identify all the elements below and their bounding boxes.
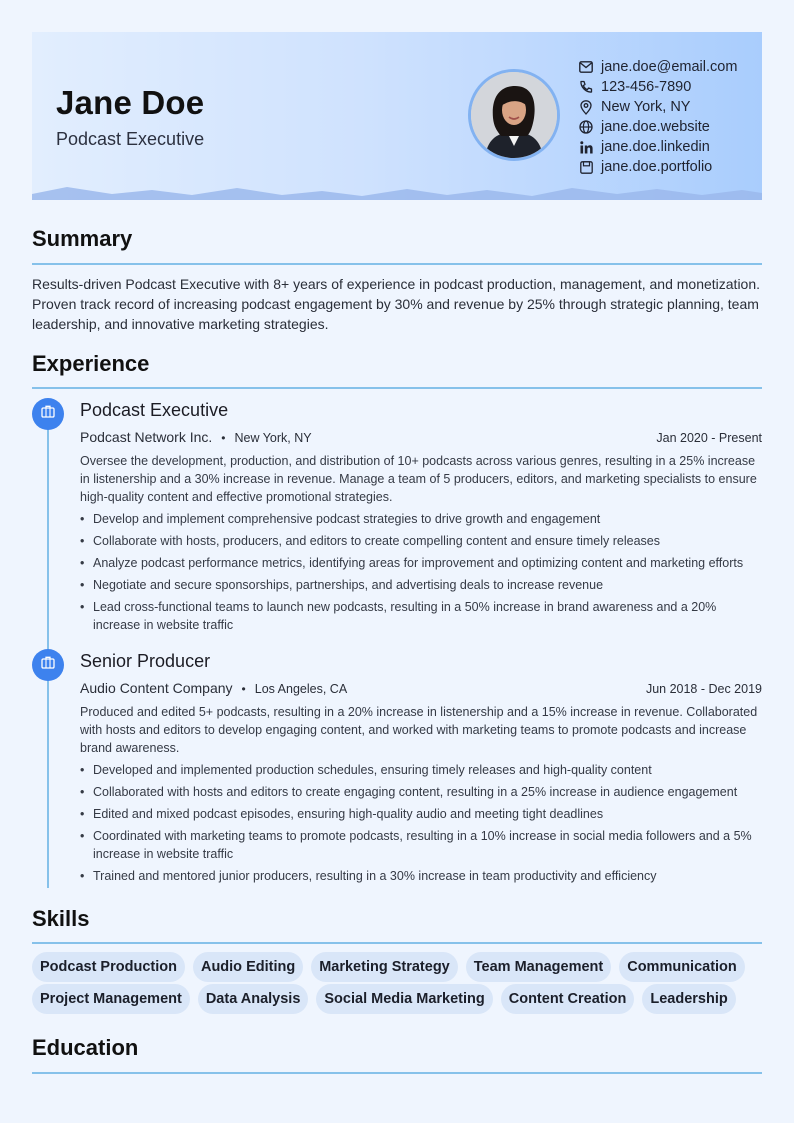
list-item: • Edited and mixed podcast episodes, ensuring high-quality audio and meeting tight deadlines [80,805,762,823]
contact-linkedin[interactable] [578,137,737,157]
candidate-name: Jane Doe [56,84,205,121]
contact-linkedin-text: jane.doe.linkedin [601,139,710,155]
job-meta [80,429,762,445]
contact-website[interactable] [578,117,737,137]
list-item: • Trained and mentored junior producers, resulting in a 30% increase in team productivity and efficiency [80,867,762,885]
resume-header [32,32,762,200]
summary-heading: Summary [32,226,133,251]
contact-portfolio-text: jane.doe.portfolio [601,159,713,175]
meta-separator: • [221,431,226,445]
job-description: Oversee the development, production, and distribution of 10+ podcasts across various genres, resulting in a 25% increase in listenership and a 30% increase in revenue. Manage a team of 5 producers, editors, and marketing specialists to ensure high-quality content and effective promotional strategies. [80,454,757,504]
job-description: Produced and edited 5+ podcasts, resulting in a 20% increase in listenership and a 15% increase in revenue. Collaborated with hosts and editors to develop engaging content, and worked with marketing teams to promote podcasts and increase brand awareness. [80,705,758,755]
contact-location-text: New York, NY [601,99,691,115]
list-item: • Analyze podcast performance metrics, identifying areas for improvement and optimizing content and marketing efforts [80,554,762,572]
skill-tag: Content Creation [501,984,635,1014]
skill-tag: Marketing Strategy [311,952,458,982]
list-item: • Collaborated with hosts and editors to create engaging content, resulting in a 25% increase in audience engagement [80,783,762,801]
contact-phone-text: 123-456-7890 [601,79,692,95]
skill-tag: Data Analysis [198,984,309,1014]
contact-email[interactable] [578,57,737,77]
job-bullet-list [80,761,762,889]
skill-tag: Podcast Production [32,952,185,982]
candidate-title: Podcast Executive [56,129,205,149]
timeline-dot [32,398,64,430]
job-title: Senior Producer [80,651,211,671]
globe-icon [578,119,594,135]
meta-separator: • [241,682,246,696]
education-divider [32,1072,762,1074]
contact-email-text: jane.doe@email.com [601,59,738,75]
skill-tag: Communication [619,952,745,982]
list-item: • Coordinated with marketing teams to promote podcasts, resulting in a 10% increase in social media followers and a 5% increase in website traffic [80,827,762,863]
job-company: Podcast Network Inc. [80,429,213,445]
location-pin-icon [578,99,594,115]
portfolio-icon [578,159,594,175]
profile-photo [468,69,560,161]
job-title: Podcast Executive [80,400,229,420]
contact-website-text: jane.doe.website [601,119,710,135]
job-company: Audio Content Company [80,680,233,696]
skill-tag: Team Management [466,952,611,982]
briefcase-icon [41,656,55,674]
job-bullet-list [80,510,762,638]
list-item: • Developed and implemented production schedules, ensuring timely releases and high-quality content [80,761,762,779]
list-item: • Negotiate and secure sponsorships, partnerships, and advertising deals to increase revenue [80,576,762,594]
linkedin-icon [578,139,594,155]
skill-tag: Audio Editing [193,952,303,982]
summary-divider [32,263,762,265]
phone-icon [578,79,594,95]
contact-phone[interactable] [578,77,737,97]
education-heading: Education [32,1035,139,1060]
experience-divider [32,387,762,389]
contact-portfolio[interactable] [578,157,737,177]
skills-heading: Skills [32,906,90,931]
skills-list [32,952,772,1016]
job-meta [80,680,762,696]
contact-location [578,97,737,117]
briefcase-icon [41,405,55,423]
timeline-dot [32,649,64,681]
mail-icon [578,59,594,75]
experience-heading: Experience [32,351,150,376]
header-wave-decoration [32,184,762,200]
job-location: Los Angeles, CA [254,682,348,696]
skill-tag: Project Management [32,984,190,1014]
list-item: • Lead cross-functional teams to launch new podcasts, resulting in a 50% increase in brand awareness and a 20% increase in website traffic [80,598,762,634]
skill-tag: Social Media Marketing [316,984,492,1014]
summary-text: Results-driven Podcast Executive with 8+ years of experience in podcast production, management, and monetization. Proven track record of increasing podcast engagement by 30% and revenue by 25% through strategic planning, team leadership, and innovative marketing strategies. [32,276,761,332]
job-dates: Jun 2018 - Dec 2019 [645,682,762,696]
list-item: • Develop and implement comprehensive podcast strategies to drive growth and engagement [80,510,762,528]
job-location: New York, NY [234,431,312,445]
skill-tag: Leadership [642,984,735,1014]
job-dates: Jan 2020 - Present [656,431,762,445]
contact-list [578,57,737,177]
skills-divider [32,942,762,944]
list-item: • Collaborate with hosts, producers, and editors to create compelling content and ensure timely releases [80,532,762,550]
